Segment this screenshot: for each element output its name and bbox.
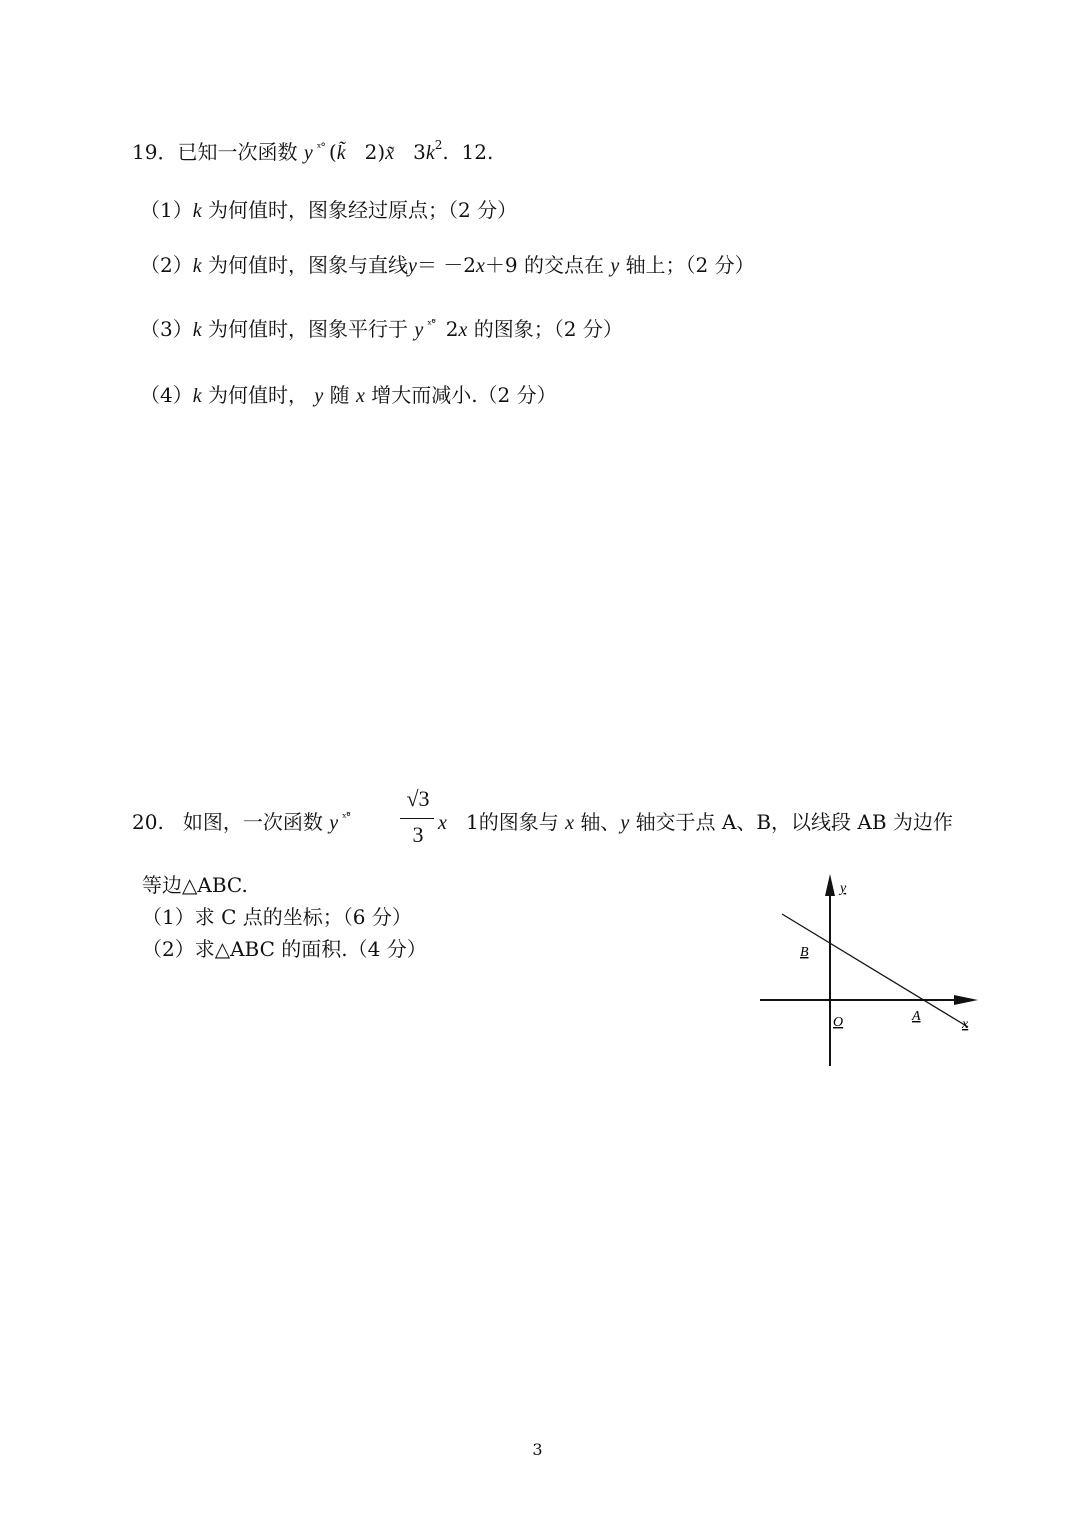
q19-p2-t3: 轴上；（2 分） [625,253,755,277]
q19-eq-y: y [303,142,313,164]
q19-p1-text: 为何值时，图象经过原点；（2 分） [207,198,518,222]
line-ab [782,914,968,1027]
q20-t3: 轴、 [580,810,621,834]
q19-p3-x: x [458,319,468,341]
q19-p2-y2: y [610,255,620,277]
q20-fraction-numerator: √3 [406,786,430,811]
q19-p4-lead: （4） [140,383,193,407]
q20-y2: y [620,812,630,834]
q19-part2 [140,253,755,278]
graph-x-label: x [962,1017,969,1032]
q20-fraction-bar [400,818,434,819]
graph-y-label: y [840,881,847,896]
q19-p4-t2: 随 [329,383,350,407]
q19-p4-t3: 增大而减小.（2 分） [371,383,557,407]
q19-p3-y: y [414,319,424,341]
q20-fraction [398,786,438,856]
q20-fraction-denominator: 3 [412,822,424,847]
q19-p3-t2: 的图象；（2 分） [473,317,623,341]
q19-p1-k: k [192,200,202,222]
q20-x2: x [565,812,574,834]
x-axis-arrow [954,995,978,1005]
q19-p2-x: x [475,255,485,277]
q19-number: 19． [132,140,178,164]
q20-one: 1 [465,810,479,834]
q19-p3-two: 2 [445,317,459,341]
q19-eq-k2: k [425,142,435,164]
q19-part3 [140,317,623,345]
q19-p2-k: k [192,255,202,277]
q20-stem-a [132,810,354,838]
q19-eq-sym: ˣ° [316,141,325,154]
q19-p2-y: y [407,255,417,277]
graph-a-label: A [912,1009,921,1024]
q19-intro: 已知一次函数 [177,140,298,164]
q19-p2-eq: ＝ －2 [416,253,476,277]
q19-eq-x: x̃ [385,142,395,164]
q20-part2: （2）求△ABC 的面积.（4 分） [142,937,427,961]
q19-p4-x: x [355,385,365,407]
y-axis-arrow [825,874,835,896]
q19-eq-end: . [486,140,494,164]
graph-o-label: O [833,1015,844,1030]
q19-eq-mid: 2) [364,140,386,164]
q20-x: x [438,812,447,834]
q19-stem [132,140,493,168]
q19-p4-y: y [314,385,324,407]
q20-part1: （1）求 C 点的坐标；（6 分） [142,905,412,929]
q19-eq-12: 12 [461,140,487,164]
q19-p3-t1: 为何值时，图象平行于 [207,317,408,341]
page-number: 3 [532,1440,543,1459]
q19-p3-lead: （3） [140,317,193,341]
q19-eq-k: k̃ [336,142,346,164]
q19-p3-sym: ˣ°̃ [427,318,436,331]
q20-coordinate-graph [756,870,980,1070]
q20-t2: 的图象与 [478,810,559,834]
q19-p4-k: k [192,385,202,407]
q19-eq-dot: . [442,140,449,164]
q19-p2-lead: （2） [140,253,193,277]
q19-p3-k: k [192,319,202,341]
q20-number: 20. [132,810,164,834]
q19-p4-t1: 为何值时， [207,383,308,407]
q19-p2-t1: 为何值时，图象与直线 [207,253,408,277]
q19-eq-sq: 2 [434,138,443,152]
q20-t4: 轴交于点 A、B，以线段 AB 为边作 [635,810,953,834]
q19-p1-lead: （1） [140,198,193,222]
q20-stem-b [438,810,953,835]
q20-y: y [329,812,339,834]
q20-line2: 等边△ABC. [142,873,248,897]
graph-b-label: B [800,945,809,960]
q20-sym: ˣ°̃ [342,811,351,824]
q20-t1: 如图，一次函数 [182,810,323,834]
q19-eq-open: ( [328,140,337,164]
q19-p2-t2: ＋9 的交点在 [484,253,604,277]
q19-part1 [140,198,517,223]
q19-part4 [140,383,557,408]
q19-eq-3: 3 [413,140,426,164]
